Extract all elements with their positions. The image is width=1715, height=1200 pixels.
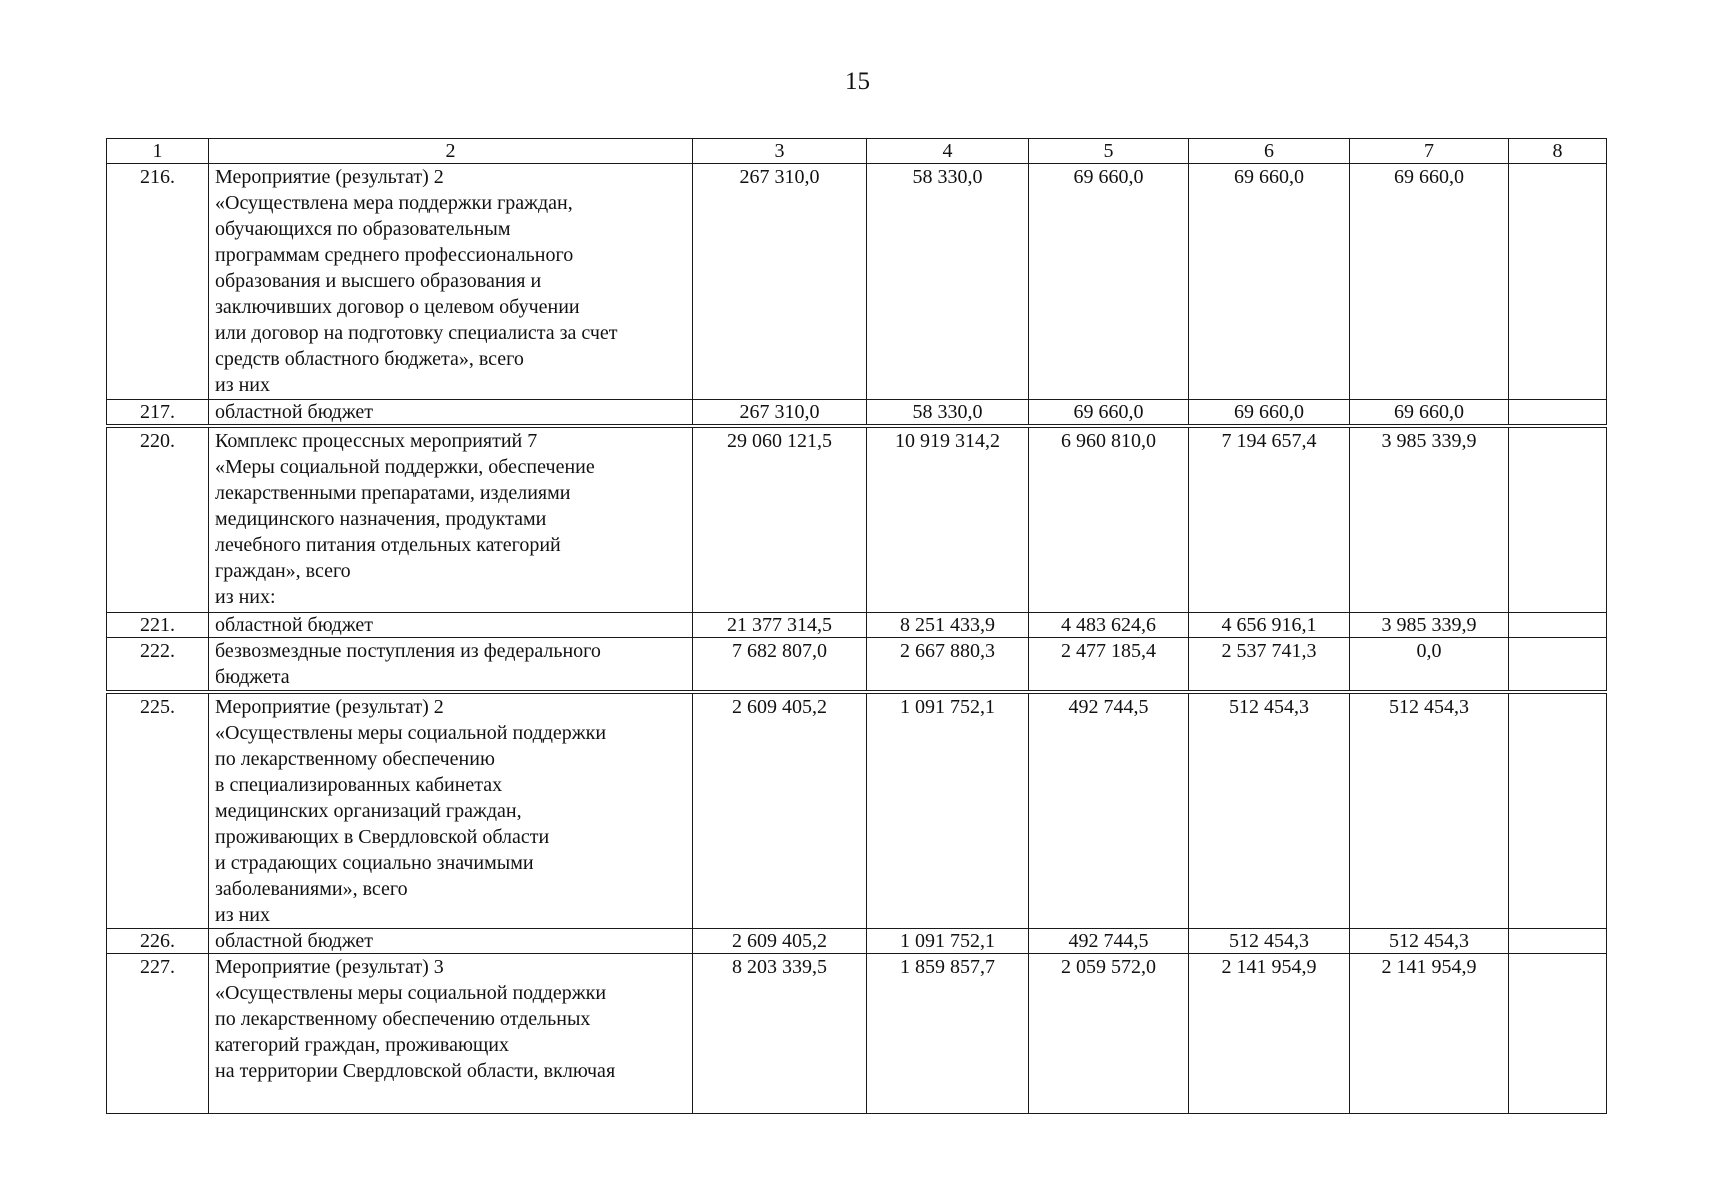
table-row (107, 164, 1607, 400)
table-row (107, 953, 1607, 1113)
description-line: областной бюджет (215, 929, 374, 952)
row-description (209, 637, 693, 692)
description-line: обучающихся по образовательным (215, 218, 511, 240)
description-line: Мероприятие (результат) 2 (215, 166, 444, 188)
description-line: Мероприятие (результат) 2 (215, 695, 444, 718)
description-line: областной бюджет (215, 401, 374, 423)
row-description (209, 928, 693, 953)
value-col-5: 2 059 572,0 (1029, 953, 1189, 1113)
row-description (209, 164, 693, 400)
header-cell: 8 (1509, 139, 1607, 164)
value-col-4: 58 330,0 (867, 400, 1029, 427)
description-line: программам среднего профессионального (215, 244, 574, 266)
header-row (107, 139, 1607, 164)
header-cell: 6 (1189, 139, 1350, 164)
value-col-7: 0,0 (1350, 637, 1509, 692)
description-line: Комплекс процессных мероприятий 7 (215, 430, 538, 452)
table-row (107, 426, 1607, 612)
description-line: заболеваниями», всего (215, 877, 408, 900)
value-col-4: 58 330,0 (867, 164, 1029, 400)
header-cell: 3 (693, 139, 867, 164)
value-col-3: 8 203 339,5 (693, 953, 867, 1113)
description-line: из них (215, 903, 271, 926)
description-line: «Меры социальной поддержки, обеспечение (215, 456, 595, 478)
page-number: 15 (845, 68, 870, 95)
description-line: «Осуществлены меры социальной поддержки (215, 721, 607, 744)
description-line: областной бюджет (215, 613, 374, 636)
table-row (107, 928, 1607, 953)
value-col-3: 7 682 807,0 (693, 637, 867, 692)
description-line: категорий граждан, проживающих (215, 1033, 509, 1056)
value-col-6: 2 537 741,3 (1189, 637, 1350, 692)
value-col-5: 492 744,5 (1029, 692, 1189, 929)
value-col-7: 3 985 339,9 (1350, 612, 1509, 637)
header-cell: 4 (867, 139, 1029, 164)
description-line: образования и высшего образования и (215, 270, 542, 292)
value-col-8 (1509, 164, 1607, 400)
description-line: по лекарственному обеспечению (215, 747, 495, 770)
table-row (107, 400, 1607, 427)
value-col-5: 2 477 185,4 (1029, 637, 1189, 692)
description-line: и страдающих социально значимыми (215, 851, 534, 874)
header-cell: 2 (209, 139, 693, 164)
description-line: в специализированных кабинетах (215, 773, 503, 796)
description-line: средств областного бюджета», всего (215, 348, 524, 370)
description-line: из них (215, 374, 271, 396)
description-line: по лекарственному обеспечению отдельных (215, 1007, 591, 1030)
value-col-3: 2 609 405,2 (693, 928, 867, 953)
table-row (107, 692, 1607, 929)
value-col-6: 2 141 954,9 (1189, 953, 1350, 1113)
description-line: медицинских организаций граждан, (215, 799, 522, 822)
description-line: проживающих в Свердловской области (215, 825, 550, 848)
row-description (209, 953, 693, 1113)
row-number: 216. (107, 164, 209, 400)
value-col-8 (1509, 637, 1607, 692)
value-col-3: 2 609 405,2 (693, 692, 867, 929)
value-col-7: 512 454,3 (1350, 692, 1509, 929)
value-col-6: 512 454,3 (1189, 928, 1350, 953)
value-col-3: 267 310,0 (693, 164, 867, 400)
row-number: 220. (107, 426, 209, 612)
value-col-8 (1509, 928, 1607, 953)
row-description (209, 400, 693, 427)
value-col-4: 1 091 752,1 (867, 928, 1029, 953)
value-col-5: 69 660,0 (1029, 164, 1189, 400)
value-col-7: 2 141 954,9 (1350, 953, 1509, 1113)
value-col-4: 2 667 880,3 (867, 637, 1029, 692)
budget-table (106, 138, 1607, 1114)
description-line: «Осуществлены меры социальной поддержки (215, 981, 607, 1004)
description-line: на территории Свердловской области, включая (215, 1059, 616, 1082)
value-col-4: 8 251 433,9 (867, 612, 1029, 637)
value-col-7: 69 660,0 (1350, 400, 1509, 427)
value-col-8 (1509, 692, 1607, 929)
description-line: лечебного питания отдельных категорий (215, 534, 561, 556)
value-col-6: 7 194 657,4 (1189, 426, 1350, 612)
value-col-4: 10 919 314,2 (867, 426, 1029, 612)
table-row (107, 612, 1607, 637)
description-line: медицинского назначения, продуктами (215, 508, 547, 530)
value-col-3: 21 377 314,5 (693, 612, 867, 637)
value-col-3: 29 060 121,5 (693, 426, 867, 612)
description-line: бюджета (215, 665, 290, 688)
description-line: Мероприятие (результат) 3 (215, 955, 444, 978)
value-col-8 (1509, 953, 1607, 1113)
row-number: 217. (107, 400, 209, 427)
description-line: граждан», всего (215, 560, 351, 582)
row-description (209, 612, 693, 637)
value-col-6: 69 660,0 (1189, 400, 1350, 427)
value-col-4: 1 091 752,1 (867, 692, 1029, 929)
row-number: 227. (107, 953, 209, 1113)
row-number: 221. (107, 612, 209, 637)
value-col-5: 6 960 810,0 (1029, 426, 1189, 612)
value-col-7: 69 660,0 (1350, 164, 1509, 400)
row-description (209, 692, 693, 929)
description-line: или договор на подготовку специалиста за счет (215, 322, 618, 344)
value-col-3: 267 310,0 (693, 400, 867, 427)
header-cell: 5 (1029, 139, 1189, 164)
description-line: из них: (215, 586, 276, 608)
row-description (209, 426, 693, 612)
value-col-4: 1 859 857,7 (867, 953, 1029, 1113)
value-col-6: 4 656 916,1 (1189, 612, 1350, 637)
table-row (107, 637, 1607, 692)
value-col-5: 4 483 624,6 (1029, 612, 1189, 637)
description-line: «Осуществлена мера поддержки граждан, (215, 192, 573, 214)
value-col-8 (1509, 426, 1607, 612)
description-line: лекарственными препаратами, изделиями (215, 482, 571, 504)
description-line: заключивших договор о целевом обучении (215, 296, 580, 318)
value-col-8 (1509, 612, 1607, 637)
value-col-8 (1509, 400, 1607, 427)
header-cell: 7 (1350, 139, 1509, 164)
row-number: 225. (107, 692, 209, 929)
row-number: 222. (107, 637, 209, 692)
value-col-6: 512 454,3 (1189, 692, 1350, 929)
row-number: 226. (107, 928, 209, 953)
value-col-6: 69 660,0 (1189, 164, 1350, 400)
value-col-7: 512 454,3 (1350, 928, 1509, 953)
description-line: безвозмездные поступления из федерального (215, 639, 601, 662)
header-cell: 1 (107, 139, 209, 164)
value-col-5: 69 660,0 (1029, 400, 1189, 427)
value-col-7: 3 985 339,9 (1350, 426, 1509, 612)
value-col-5: 492 744,5 (1029, 928, 1189, 953)
